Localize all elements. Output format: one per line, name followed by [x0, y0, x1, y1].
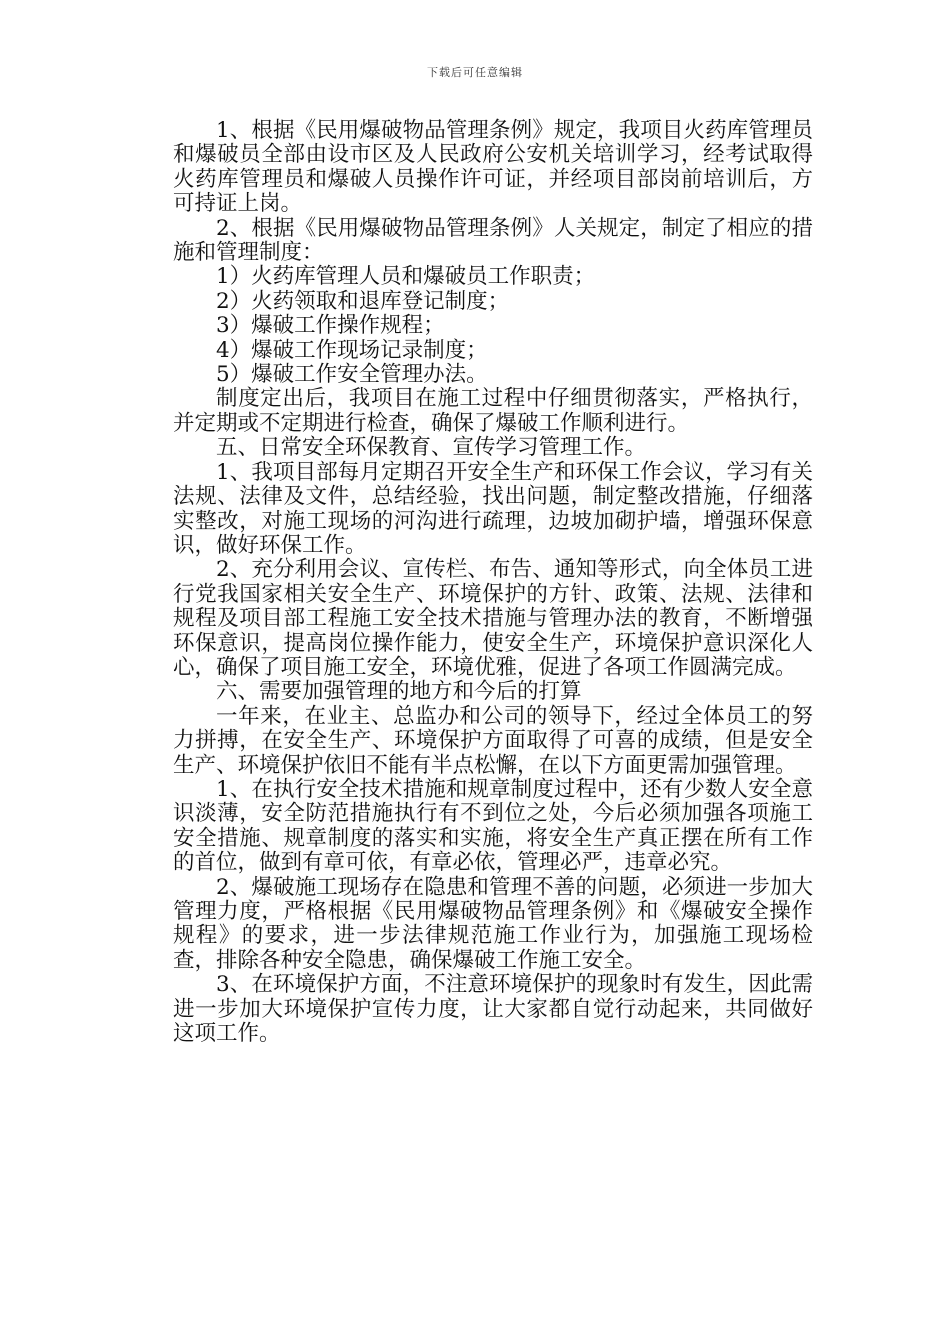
list-item: 2）火药领取和退库登记制度；	[216, 288, 510, 314]
paragraph: 2、充分利用会议、宣传栏、布告、通知等形式，向全体员工进行党我国家相关安全生产、环境保护的方针、政策、法规、法律和规程及项目部工程施工安全技术措施与管理办法的教育，不断增强环保意识，提高岗位操作能力，使安全生产，环境保护意识深化人心，确保了项目施工安全，环境优雅，促进了各项工作圆满完成。	[173, 557, 813, 680]
paragraph: 2、爆破施工现场存在隐患和管理不善的问题，必须进一步加大管理力度，严格根据《民用爆破物品管理条例》和《爆破安全操作规程》的要求，进一步法律规范施工作业行为，加强施工现场检查，排除各种安全隐患，确保爆破工作施工安全。	[173, 874, 813, 973]
document-body	[173, 119, 813, 1046]
list-item: 3）爆破工作操作规程；	[216, 313, 445, 339]
list-item: 1）火药库管理人员和爆破员工作职责；	[216, 264, 596, 290]
paragraph: 1、我项目部每月定期召开安全生产和环保工作会议，学习有关法规、法律及文件，总结经验，找出问题，制定整改措施，仔细落实整改，对施工现场的河沟进行疏理，边坡加砌护墙，增强环保意识，做好环保工作。	[173, 459, 813, 558]
paragraph: 3、在环境保护方面，不注意环境保护的现象时有发生，因此需进一步加大环境保护宣传力度，让大家都自觉行动起来，共同做好这项工作。	[173, 972, 813, 1047]
paragraph: 2、根据《民用爆破物品管理条例》人关规定，制定了相应的措施和管理制度：	[173, 215, 813, 266]
list-item: 5）爆破工作安全管理办法。	[216, 362, 488, 388]
section-heading: 六、需要加强管理的地方和今后的打算	[216, 679, 582, 705]
paragraph: 一年来，在业主、总监办和公司的领导下，经过全体员工的努力拼搏，在安全生产、环境保护方面取得了可喜的成绩，但是安全生产、环境保护依旧不能有半点松懈，在以下方面更需加强管理。	[173, 703, 813, 778]
paragraph: 1、在执行安全技术措施和规章制度过程中，还有少数人安全意识淡薄，安全防范措施执行有不到位之处，今后必须加强各项施工安全措施、规章制度的落实和实施，将安全生产真正摆在所有工作的首位，做到有章可依，有章必依，管理必严，违章必究。	[173, 776, 813, 876]
section-heading: 五、日常安全环保教育、宣传学习管理工作。	[216, 435, 647, 461]
paragraph: 制度定出后，我项目在施工过程中仔细贯彻落实，严格执行，并定期或不定期进行检查，确保了爆破工作顺利进行。	[173, 386, 813, 436]
paragraph: 1、根据《民用爆破物品管理条例》规定，我项目火药库管理员和爆破员全部由设市区及人民政府公安机关培训学习，经考试取得火药库管理员和爆破人员操作许可证，并经项目部岗前培训后，方可持证上岗。	[173, 118, 813, 217]
page-header: 下载后可任意编辑	[427, 66, 523, 79]
list-item: 4）爆破工作现场记录制度；	[216, 337, 488, 363]
